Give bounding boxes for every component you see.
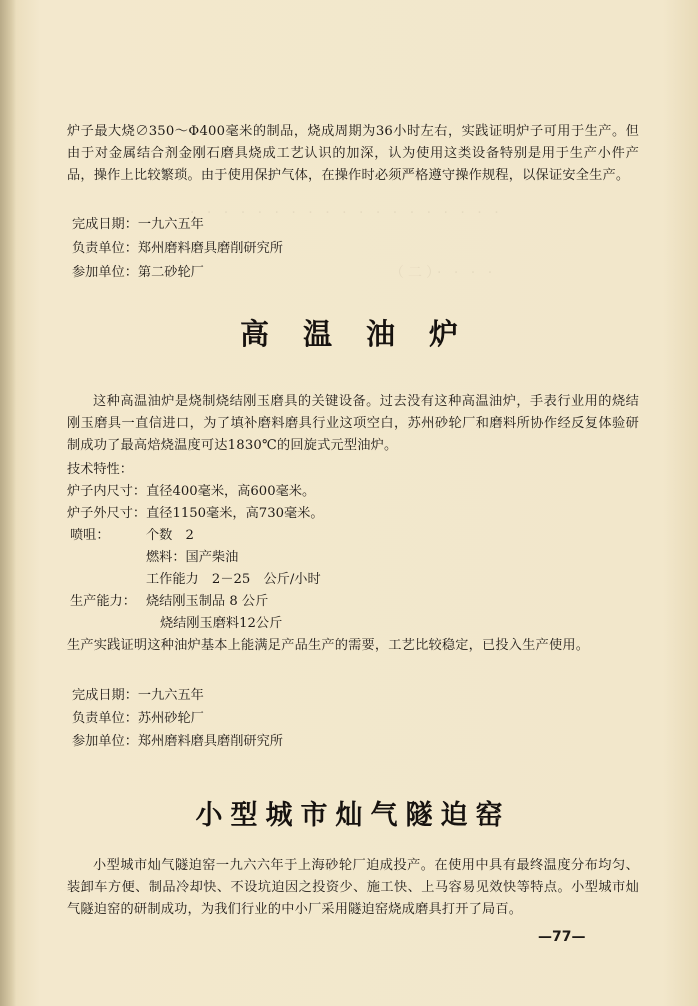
nozzle-count: 个数 2	[146, 528, 194, 543]
production-spec-1: 烧结刚玉制品 8 公斤	[146, 594, 269, 609]
bleed-through-text: · · · · · · · · · · · · · · · · · · ·	[190, 205, 503, 221]
specs-heading: 技术特性：	[67, 462, 133, 477]
bleed-through-text: （二）· · · ·	[390, 265, 497, 281]
page-number: —77—	[538, 929, 586, 945]
production-spec-2: 烧结刚玉磨料12公斤	[160, 616, 283, 631]
section2-intro-paragraph: 这种高温油炉是烧制烧结刚玉磨具的关键设备。过去没有这种高温油炉，手表行业用的烧结刚玉磨具一直信进口，为了填补磨料磨具行业这项空白，苏州砂轮厂和磨料所协作经反复体验研制成功了最高焙烧温度可达1830℃的回旋式元型油炉。	[67, 394, 639, 453]
production-label: 生产能力：	[70, 594, 136, 609]
section1-completed-date: 完成日期：一九六五年	[72, 217, 204, 232]
section2-responsible-unit: 负责单位：苏州砂轮厂	[72, 711, 204, 726]
section1-responsible-unit: 负责单位：郑州磨料磨具磨削研究所	[72, 241, 283, 256]
fuel-spec: 燃料：国产柴油	[146, 550, 239, 565]
section3-paragraph: 小型城市灿气隧迫窑一九六六年于上海砂轮厂迫成投产。在使用中具有最终温度分布均匀、装卸车方便、制品冷却快、不设坑迫因之投资少、施工快、上马容易见效快等特点。小型城市灿气隧迫窑的研制成功，为我们行业的中小厂采用隧迫窑烧成磨具打开了局百。	[67, 858, 639, 917]
page-binding-shadow	[0, 0, 16, 1006]
section2-title: 高温油炉	[239, 317, 492, 351]
nozzle-label: 喷咀：	[70, 528, 110, 543]
outer-size-spec: 炉子外尺寸：直径1150毫米，高730毫米。	[67, 506, 324, 521]
inner-size-spec: 炉子内尺寸：直径400毫米，高600毫米。	[67, 484, 316, 499]
section2-participating-unit: 参加单位：郑州磨料磨具磨削研究所	[72, 734, 283, 749]
section2-completed-date: 完成日期：一九六五年	[72, 688, 204, 703]
capacity-spec: 工作能力 2－25 公斤/小时	[146, 572, 321, 587]
section1-participating-unit: 参加单位：第二砂轮厂	[72, 265, 204, 280]
section3-title: 小型城市灿气隧迫窑	[195, 800, 511, 831]
section1-paragraph: 炉子最大烧∅350～Φ400毫米的制品，烧成周期为36小时左右，实践证明炉子可用于生产。但由于对金属结合剂金刚石磨具烧成工艺认识的加深，认为使用这类设备特别是用于生产小件产品，操作上比较繁琐。由于使用保护气体，在操作时必须严格遵守操作规程，以保证安全生产。	[67, 124, 639, 183]
section2-conclusion-paragraph: 生产实践证明这种油炉基本上能满足产品生产的需要，工艺比较稳定，已投入生产使用。	[67, 638, 590, 653]
